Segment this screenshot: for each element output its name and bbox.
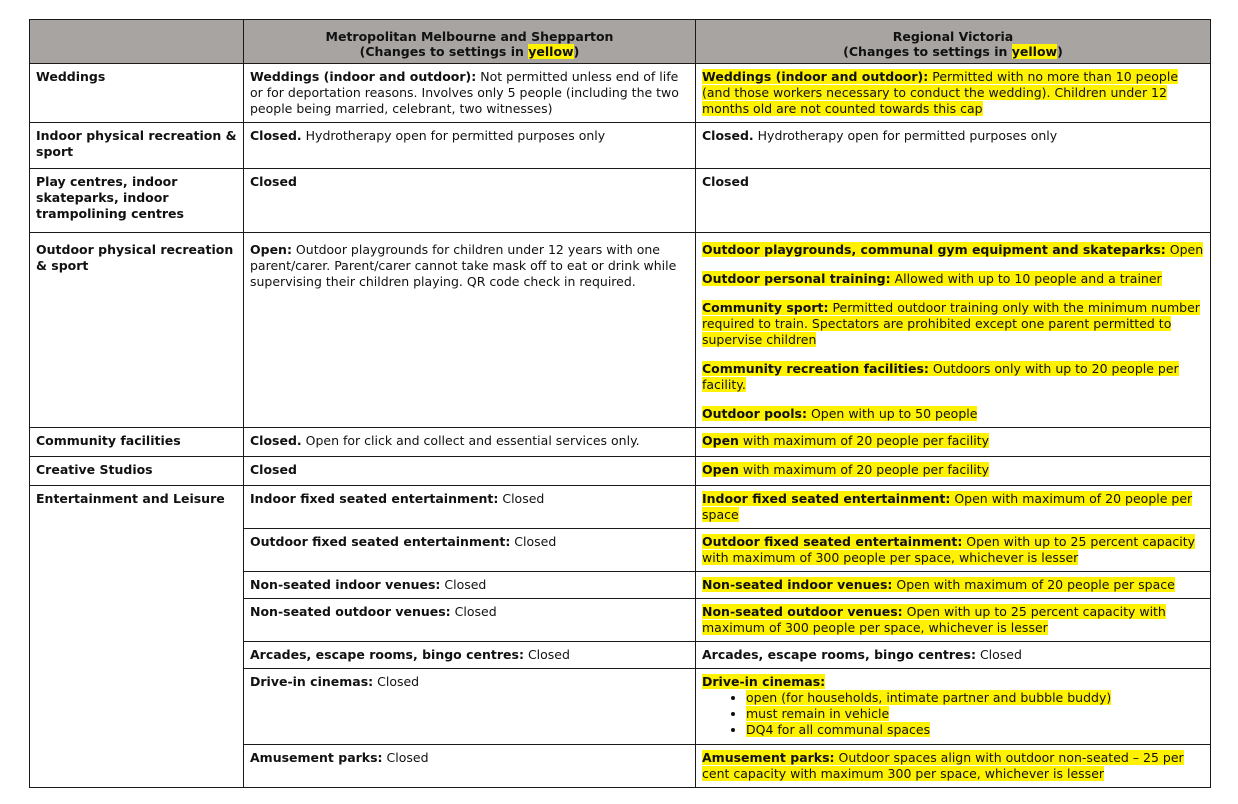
regional-community-facilities: Open with maximum of 20 people per facility	[696, 428, 1211, 457]
metro-outdoor-sport: Open: Outdoor playgrounds for children under 12 years with one parent/carer. Parent/carer cannot take mask off to eat or drink while supervising their children playing. QR code check in required.	[244, 233, 696, 428]
regional-entertainment-item: Outdoor fixed seated entertainment: Open with up to 25 percent capacity with maximum of 300 people per space, whichever is lesser	[696, 529, 1211, 572]
category-indoor-sport: Indoor physical recreation & sport	[30, 123, 244, 169]
regional-entertainment-item: Drive-in cinemas: • open (for households, intimate partner and bubble buddy) • must remain in vehicle • DQ4 for all communal spaces	[696, 669, 1211, 745]
regional-play-centres: Closed	[696, 169, 1211, 233]
regional-outdoor-item: Outdoor pools: Open with up to 50 people	[702, 406, 978, 421]
yellow-label: yellow	[1011, 44, 1058, 59]
row-creative-studios	[30, 457, 1211, 486]
regional-outdoor-sport	[696, 233, 1211, 428]
header-category-cell	[30, 20, 244, 64]
metro-community-facilities: Closed. Open for click and collect and essential services only.	[244, 428, 696, 457]
regional-weddings: Weddings (indoor and outdoor): Permitted with no more than 10 people (and those workers necessary to conduct the wedding). Children under 12 months old are not counted towards this cap	[696, 64, 1211, 123]
header-metro: Metropolitan Melbourne and Shepparton (Changes to settings in yellow)	[244, 20, 696, 64]
regional-outdoor-item: Community recreation facilities: Outdoors only with up to 20 people per facility.	[702, 361, 1179, 392]
metro-entertainment-item: Non-seated indoor venues: Closed	[244, 572, 696, 599]
bullet-item: • open (for households, intimate partner and bubble buddy)	[746, 690, 1204, 706]
regional-outdoor-item: Community sport: Permitted outdoor training only with the minimum number required to train. Spectators are prohibited except one parent permitted to supervise children	[702, 300, 1200, 347]
row-entertainment	[30, 486, 1211, 529]
regional-outdoor-item: Outdoor playgrounds, communal gym equipment and skateparks: Open	[702, 242, 1204, 257]
regional-creative-studios: Open with maximum of 20 people per facility	[696, 457, 1211, 486]
category-weddings: Weddings	[30, 64, 244, 123]
regional-entertainment-item: Non-seated outdoor venues: Open with up to 25 percent capacity with maximum of 300 people per space, whichever is lesser	[696, 599, 1211, 642]
metro-creative-studios: Closed	[244, 457, 696, 486]
regional-outdoor-item: Outdoor personal training: Allowed with up to 10 people and a trainer	[702, 271, 1162, 286]
header-regional: Regional Victoria (Changes to settings in yellow)	[696, 20, 1211, 64]
category-entertainment: Entertainment and Leisure	[30, 486, 244, 788]
drive-in-bullets	[702, 690, 1204, 738]
regional-entertainment-item: Amusement parks: Outdoor spaces align with outdoor non-seated – 25 per cent capacity with maximum 300 per space, whichever is lesser	[696, 745, 1211, 788]
regional-entertainment-item: Indoor fixed seated entertainment: Open with maximum of 20 people per space	[696, 486, 1211, 529]
restrictions-table	[29, 19, 1211, 788]
category-community-facilities: Community facilities	[30, 428, 244, 457]
metro-play-centres: Closed	[244, 169, 696, 233]
regional-entertainment-item: Arcades, escape rooms, bingo centres: Closed	[696, 642, 1211, 669]
row-weddings	[30, 64, 1211, 123]
regional-entertainment-item: Non-seated indoor venues: Open with maximum of 20 people per space	[696, 572, 1211, 599]
metro-entertainment-item: Non-seated outdoor venues: Closed	[244, 599, 696, 642]
yellow-label: yellow	[528, 44, 574, 59]
metro-weddings: Weddings (indoor and outdoor): Not permitted unless end of life or for deportation reasons. Involves only 5 people (including the two people being married, celebrant, two witnesses)	[244, 64, 696, 123]
metro-entertainment-item: Amusement parks: Closed	[244, 745, 696, 788]
header-row	[30, 20, 1211, 64]
metro-entertainment-item: Outdoor fixed seated entertainment: Closed	[244, 529, 696, 572]
header-regional-title: Regional Victoria	[892, 29, 1014, 44]
row-community-facilities	[30, 428, 1211, 457]
metro-entertainment-item: Drive-in cinemas: Closed	[244, 669, 696, 745]
row-play-centres	[30, 169, 1211, 233]
metro-entertainment-item: Indoor fixed seated entertainment: Closed	[244, 486, 696, 529]
category-play-centres: Play centres, indoor skateparks, indoor trampolining centres	[30, 169, 244, 233]
category-outdoor-sport: Outdoor physical recreation & sport	[30, 233, 244, 428]
header-metro-title: Metropolitan Melbourne and Shepparton	[325, 29, 614, 44]
row-indoor-sport	[30, 123, 1211, 169]
row-outdoor-sport	[30, 233, 1211, 428]
metro-indoor-sport: Closed. Hydrotherapy open for permitted purposes only	[244, 123, 696, 169]
category-creative-studios: Creative Studios	[30, 457, 244, 486]
bullet-item: • DQ4 for all communal spaces	[746, 722, 1204, 738]
bullet-item: • must remain in vehicle	[746, 706, 1204, 722]
regional-indoor-sport: Closed. Hydrotherapy open for permitted purposes only	[696, 123, 1211, 169]
metro-entertainment-item: Arcades, escape rooms, bingo centres: Closed	[244, 642, 696, 669]
